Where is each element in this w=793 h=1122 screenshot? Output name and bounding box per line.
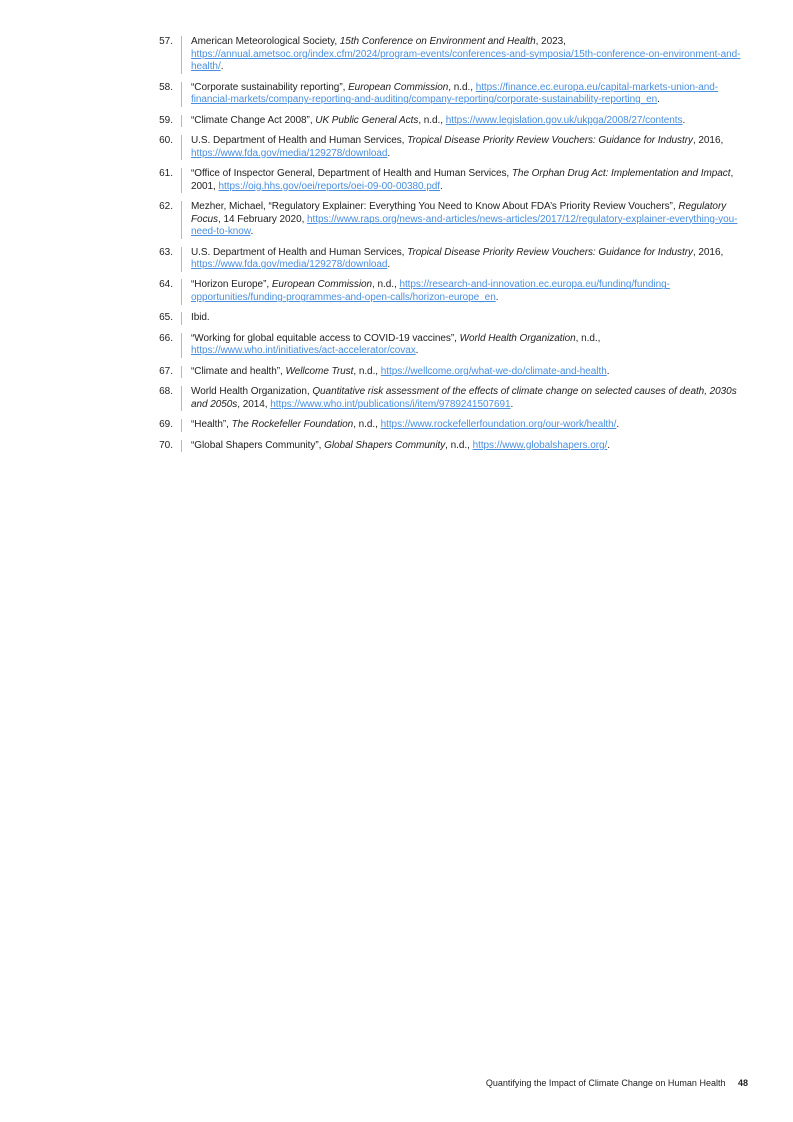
footnote-source-title: Regulatory Focus	[191, 200, 727, 225]
footnote-text	[191, 36, 748, 74]
footnote-text-segment: .	[250, 226, 254, 238]
footnote	[148, 333, 748, 358]
footnote-source-title: Wellcome Trust	[285, 365, 354, 377]
footnote-text	[191, 115, 748, 128]
page-number: 48	[737, 1078, 748, 1088]
footnote	[148, 115, 748, 128]
footnote-text-segment: .	[607, 439, 610, 451]
footnote-text-segment: World Health Organization,	[191, 386, 313, 398]
footnote-text-segment: , n.d.,	[418, 114, 446, 126]
footnote-text	[191, 279, 748, 304]
footnote-text-segment: .	[495, 292, 499, 304]
footnote-number: 66.	[148, 333, 182, 358]
footnote-source-title: The Rockefeller Foundation	[231, 419, 354, 431]
footnote-link[interactable]: https://www.raps.org/news-and-articles/news-articles/2017/12/regulatory-explainer-everything-you-need-to-know	[191, 213, 738, 238]
footnote	[148, 135, 748, 160]
footnote	[148, 82, 748, 107]
footnote	[148, 36, 748, 74]
footnote-text-segment: .	[616, 419, 620, 431]
footnote-text-segment: “Corporate sustainability reporting”,	[191, 81, 349, 93]
footnote-text-segment: “Horizon Europe”,	[191, 279, 272, 291]
footnote-link[interactable]: https://www.who.int/initiatives/act-accelerator/covax	[191, 345, 416, 357]
footnote-source-title: Quantitative risk assessment of the effects of climate change on selected causes of death, 2030s and 2050s	[191, 386, 737, 410]
footer-title: Quantifying the Impact of Climate Change on Human Health	[485, 1078, 726, 1088]
footnote-link[interactable]: https://www.rockefellerfoundation.org/our-work/health/	[380, 419, 617, 431]
footnote-number: 57.	[148, 36, 182, 74]
footnote-text	[191, 201, 748, 239]
footnote-number: 60.	[148, 135, 182, 160]
footnote-source-title: World Health Organization	[459, 332, 576, 344]
footnote-text-segment: , n.d.,	[575, 332, 601, 344]
footnote-text-segment: “Global Shapers Community”,	[191, 439, 325, 451]
footnote-source-title: 15th Conference on Environment and Health	[339, 36, 536, 47]
footnote-text-segment: “Health”,	[191, 419, 232, 431]
page-footer	[486, 1077, 748, 1089]
footnote-number: 68.	[148, 386, 182, 411]
footnote-text-segment: , 2016,	[692, 246, 724, 258]
footnote-text-segment: .	[220, 61, 224, 73]
footnote-text	[191, 366, 748, 379]
footnote-text-segment: , n.d.,	[445, 439, 473, 451]
footnote-text-segment: , 2014,	[237, 398, 271, 410]
footnote-text-segment: .	[440, 180, 443, 192]
footnote-source-title: Global Shapers Community	[324, 439, 446, 451]
footnote-link[interactable]: https://www.legislation.gov.uk/ukpga/2008/27/contents	[445, 114, 683, 126]
footnote-number: 58.	[148, 82, 182, 107]
footnote-link[interactable]: https://www.fda.gov/media/129278/download	[191, 259, 388, 271]
footnote-number: 65.	[148, 312, 182, 325]
footnote-text-segment: , n.d.,	[353, 419, 381, 431]
footnote	[148, 201, 748, 239]
footnote-text-segment: , 2016,	[692, 134, 724, 146]
footnote	[148, 247, 748, 272]
footnote-number: 70.	[148, 440, 182, 453]
footnote-number: 61.	[148, 168, 182, 193]
footnote-text-segment: , n.d.,	[372, 279, 400, 291]
footnote-text	[191, 82, 748, 107]
footnote-text-segment: Mezher, Michael, “Regulatory Explainer: Everything You Need to Know About FDA’s Priority Review Vouchers”,	[191, 200, 679, 212]
footnote-number: 59.	[148, 115, 182, 128]
footnote-text	[191, 440, 748, 453]
footnote-link[interactable]: https://research-and-innovation.ec.europa.eu/funding/funding-opportunities/funding-programmes-and-open-calls/horizon-europe_en	[191, 279, 670, 304]
footnote-source-title: UK Public General Acts	[315, 114, 419, 126]
footnote-link[interactable]: https://wellcome.org/what-we-do/climate-and-health	[380, 365, 607, 377]
footnote-number: 69.	[148, 419, 182, 432]
footnote-link[interactable]: https://www.who.int/publications/i/item/9789241507691	[270, 398, 511, 410]
footnote	[148, 386, 748, 411]
footnote-source-title: European Commission	[348, 81, 449, 93]
footnote-text-segment: , n.d.,	[448, 81, 476, 93]
footnote	[148, 279, 748, 304]
footnote-source-title: Tropical Disease Priority Review Vouchers: Guidance for Industry	[407, 246, 693, 258]
footnotes-list	[148, 36, 748, 460]
footnote-text	[191, 135, 748, 160]
footnote-text	[191, 247, 748, 272]
footnote-text-segment: , 2001,	[191, 167, 734, 192]
footnote-text-segment: .	[510, 398, 514, 410]
footnote-link[interactable]: https://www.fda.gov/media/129278/download	[191, 147, 388, 159]
footnote-number: 67.	[148, 366, 182, 379]
footnote-text-segment: Ibid.	[191, 312, 210, 324]
footnote-text	[191, 333, 748, 358]
footnote-text	[191, 312, 748, 325]
footnote-text-segment: “Climate and health”,	[191, 365, 286, 377]
footnote-text-segment: .	[415, 345, 419, 357]
footnote-text-segment: .	[657, 94, 660, 106]
footnote-link[interactable]: https://oig.hhs.gov/oei/reports/oei-09-00-00380.pdf	[218, 180, 440, 192]
footnote-text-segment: .	[387, 147, 391, 159]
footnote-link[interactable]: https://www.globalshapers.org/	[472, 439, 608, 451]
footnote	[148, 440, 748, 453]
footnote-number: 63.	[148, 247, 182, 272]
footnote	[148, 366, 748, 379]
footnote-source-title: European Commission	[271, 279, 373, 291]
footnote-number: 64.	[148, 279, 182, 304]
footnote-text-segment: .	[682, 114, 686, 126]
footnote-text-segment: “Working for global equitable access to COVID-19 vaccines”,	[191, 332, 460, 344]
footnote	[148, 312, 748, 325]
footnote-text	[191, 168, 748, 193]
footnote-text	[191, 419, 748, 432]
footnote-source-title: Tropical Disease Priority Review Vouchers: Guidance for Industry	[407, 134, 693, 146]
footnote-link[interactable]: https://finance.ec.europa.eu/capital-markets-union-and-financial-markets/company-reporting-and-auditing/company-reporting/corporate-sustainability-reporting_en	[191, 81, 719, 106]
footnote-link[interactable]: https://annual.ametsoc.org/index.cfm/2024/program-events/conferences-and-symposia/15th-conference-on-environment-and-health/	[191, 48, 741, 73]
footnote-text-segment: , 14 February 2020,	[217, 213, 308, 225]
footnote	[148, 168, 748, 193]
footnote-number: 62.	[148, 201, 182, 239]
footnote-source-title: The Orphan Drug Act: Implementation and Impact	[511, 167, 731, 179]
footnote-text	[191, 386, 748, 411]
footnote-text-segment: .	[606, 365, 610, 377]
footnote-text-segment: U.S. Department of Health and Human Services,	[191, 246, 408, 258]
footnote-text-segment: , n.d.,	[353, 365, 381, 377]
footnote-text-segment: , 2023,	[535, 36, 566, 47]
footnote-text-segment: U.S. Department of Health and Human Services,	[191, 134, 408, 146]
footnote-text-segment: “Office of Inspector General, Department of Health and Human Services,	[191, 167, 512, 179]
footnote-text-segment: “Climate Change Act 2008”,	[191, 114, 316, 126]
footnote-text-segment: American Meteorological Society,	[191, 36, 340, 47]
footnote	[148, 419, 748, 432]
footnote-text-segment: .	[387, 259, 391, 271]
